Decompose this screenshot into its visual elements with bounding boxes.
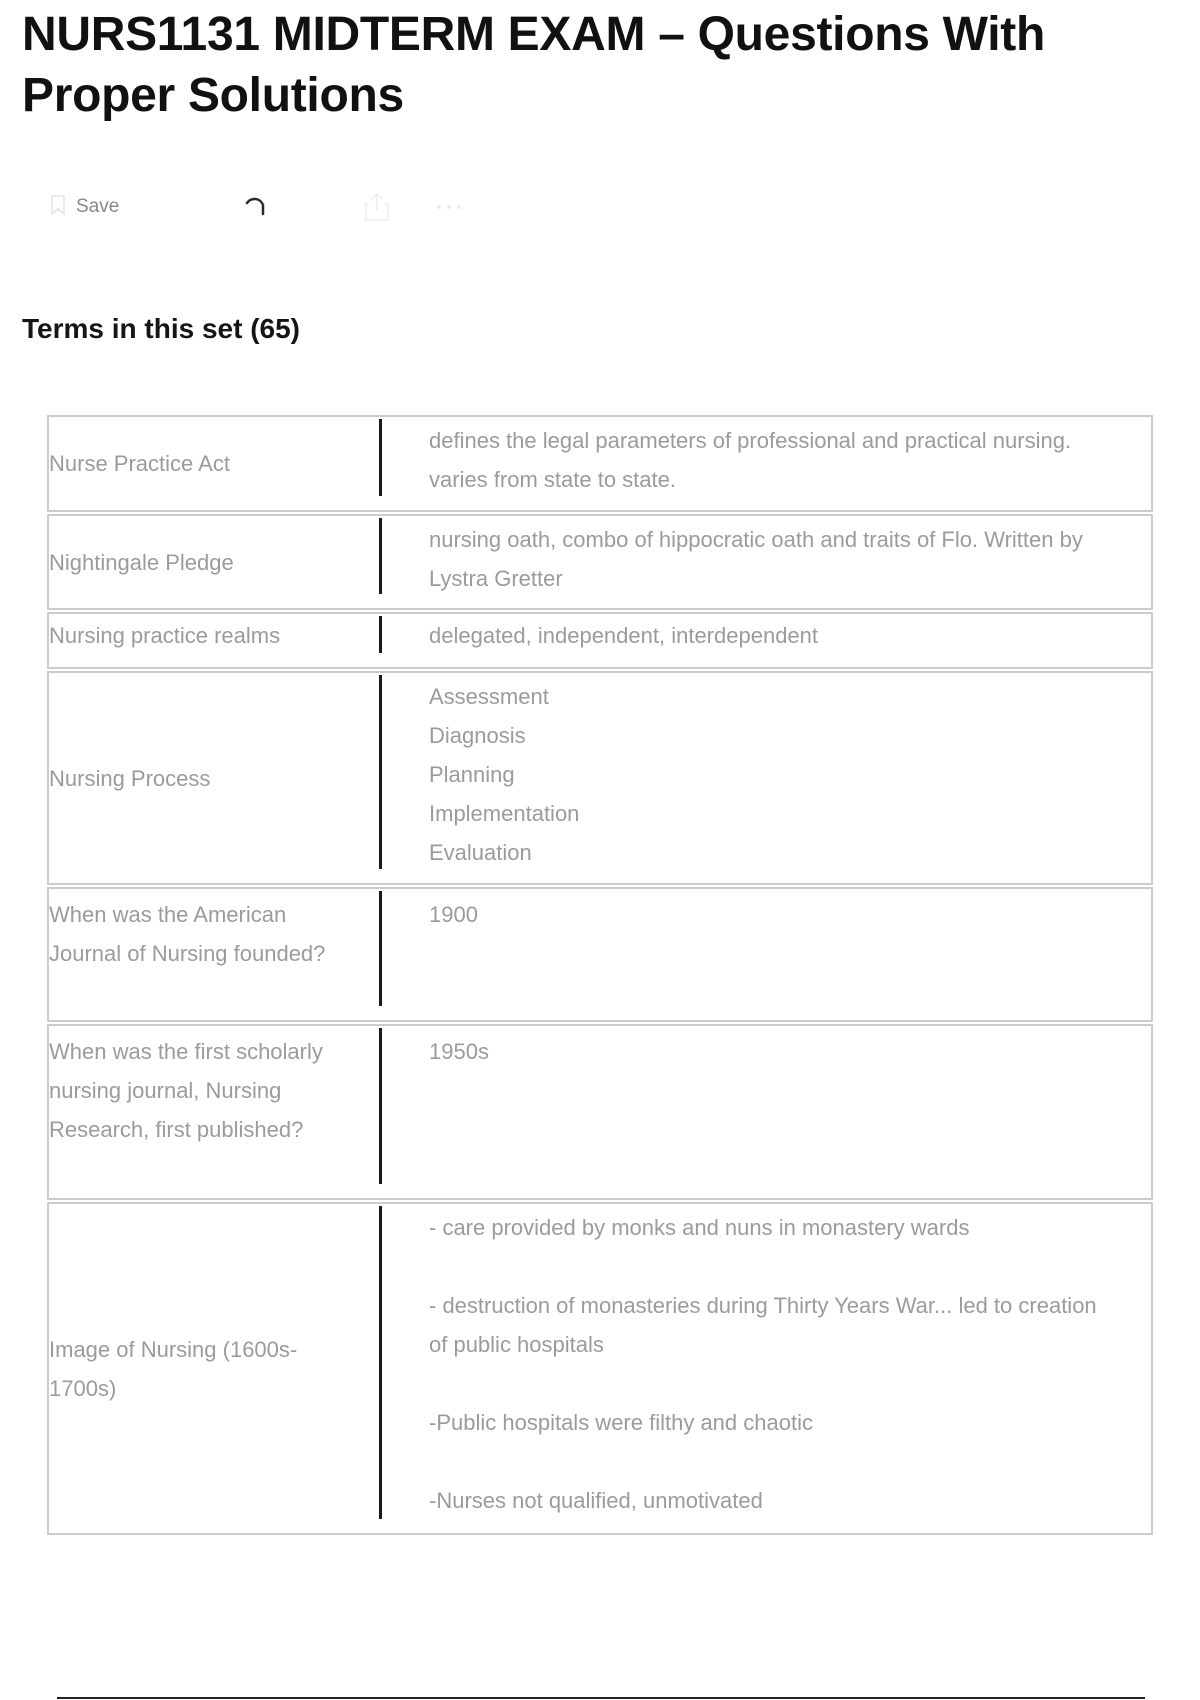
term-definition: Assessment Diagnosis Planning Implementation Evaluation bbox=[429, 684, 580, 865]
term-word: When was the first scholarly nursing journal, Nursing Research, first published? bbox=[49, 1039, 323, 1142]
term-definition: defines the legal parameters of professional and practical nursing. varies from state to state. bbox=[429, 428, 1072, 492]
term-definition: 1950s bbox=[429, 1039, 489, 1064]
term-word: Nightingale Pledge bbox=[49, 549, 234, 575]
bookmark-icon bbox=[50, 195, 66, 220]
term-divider bbox=[379, 518, 382, 594]
term-card[interactable] bbox=[47, 887, 1153, 1022]
term-definition: - care provided by monks and nuns in monastery wards - destruction of monasteries during Thirty Years War... led to creation of public hospitals -Public hospitals were filthy and chaotic -Nurses not qualified, unmotivated bbox=[429, 1215, 1097, 1513]
term-divider bbox=[379, 1206, 382, 1519]
terms-list bbox=[47, 415, 1153, 1537]
term-card[interactable] bbox=[47, 1202, 1153, 1535]
term-word: Nursing Process bbox=[49, 765, 211, 791]
save-button[interactable] bbox=[50, 190, 119, 224]
term-card[interactable] bbox=[47, 514, 1153, 610]
term-word: Image of Nursing (1600s-1700s) bbox=[49, 1336, 298, 1401]
term-definition: delegated, independent, interdependent bbox=[429, 623, 819, 648]
term-card[interactable] bbox=[47, 671, 1153, 885]
loading-spinner-icon bbox=[242, 190, 268, 224]
term-card[interactable] bbox=[47, 612, 1153, 669]
term-definition: nursing oath, combo of hippocratic oath and traits of Flo. Written by Lystra Gretter bbox=[429, 527, 1083, 591]
more-options-icon[interactable] bbox=[434, 190, 464, 224]
term-card[interactable] bbox=[47, 415, 1153, 512]
terms-count-heading: Terms in this set (65) bbox=[22, 313, 301, 344]
toolbar bbox=[50, 190, 510, 224]
bottom-divider bbox=[57, 1697, 1145, 1699]
share-icon[interactable] bbox=[364, 190, 390, 224]
page-title: NURS1131 MIDTERM EXAM – Questions With Proper Solutions bbox=[22, 8, 1045, 122]
term-word: Nursing practice realms bbox=[49, 623, 281, 648]
term-word: When was the American Journal of Nursing founded? bbox=[49, 902, 326, 966]
term-divider bbox=[379, 891, 382, 1006]
term-divider bbox=[379, 419, 382, 496]
term-word: Nurse Practice Act bbox=[49, 451, 230, 476]
term-definition: 1900 bbox=[429, 902, 478, 927]
term-divider bbox=[379, 1028, 382, 1184]
term-divider bbox=[379, 675, 382, 869]
term-divider bbox=[379, 616, 382, 653]
term-card[interactable] bbox=[47, 1024, 1153, 1200]
save-label: Save bbox=[76, 196, 120, 217]
